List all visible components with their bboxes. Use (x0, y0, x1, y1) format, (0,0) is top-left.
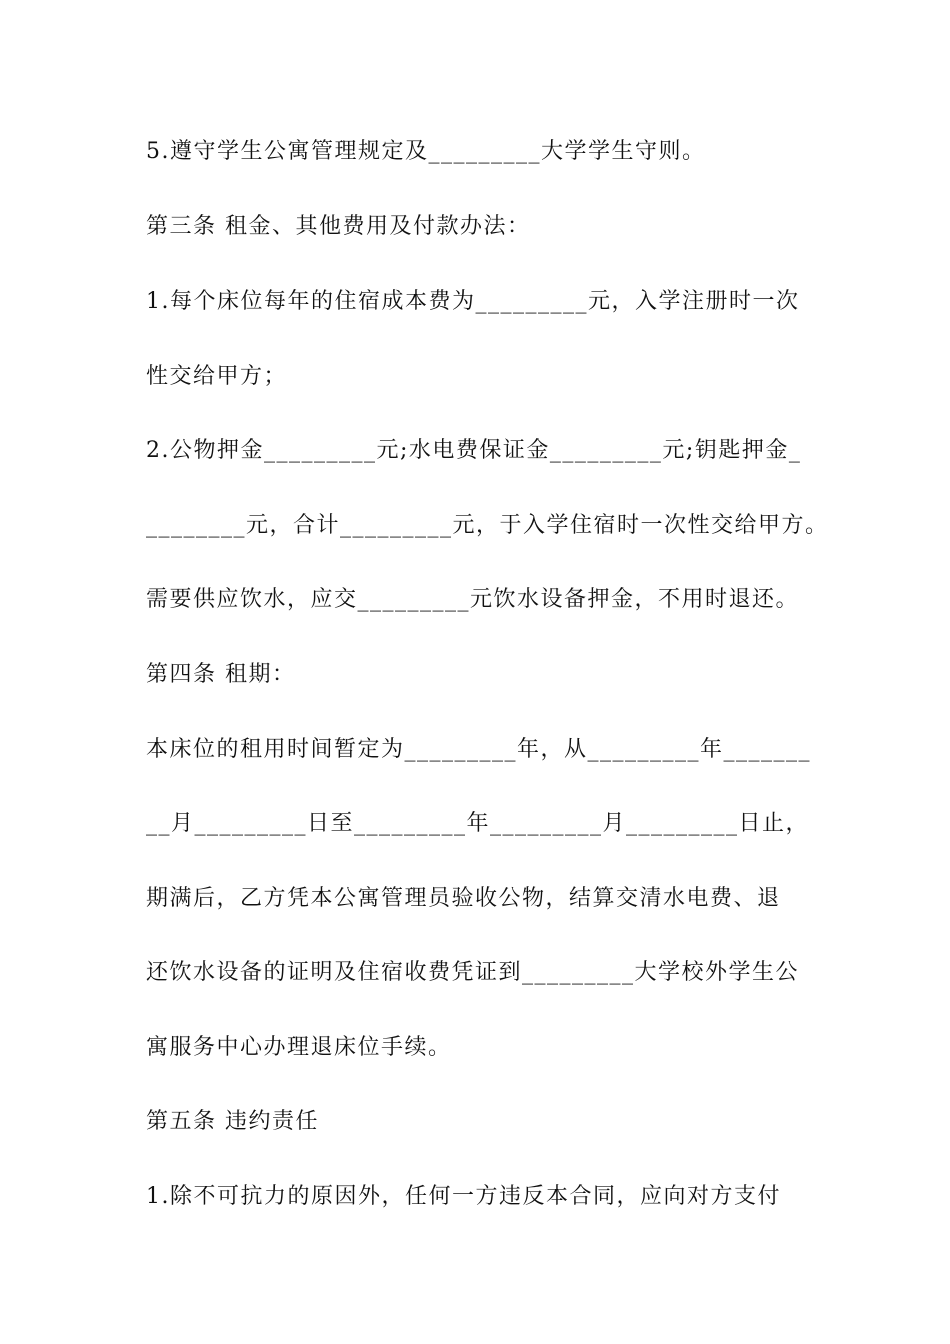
clause-text-line: ________元，合计_________元，于入学住宿时一次性交给甲方。 (146, 513, 829, 538)
clause-text-line: 性交给甲方； (146, 364, 288, 389)
clause-text-line: 期满后，乙方凭本公寓管理员验收公物，结算交清水电费、退 (146, 886, 781, 911)
clause-text-line: 本床位的租用时间暂定为_________年，从_________年_______ (146, 737, 812, 762)
clause-text-line: 5.遵守学生公寓管理规定及_________大学学生守则。 (146, 139, 706, 164)
clause-text-line: 还饮水设备的证明及住宿收费凭证到_________大学校外学生公 (146, 960, 800, 985)
clause-text-line: 1.每个床位每年的住宿成本费为_________元，入学注册时一次 (146, 289, 800, 314)
clause-text-line: 1.除不可抗力的原因外，任何一方违反本合同，应向对方支付 (146, 1184, 781, 1209)
article-5-heading: 第五条 违约责任 (146, 1109, 319, 1134)
clause-text-line: __月_________日至_________年_________月_________日止， (146, 811, 810, 836)
article-4-heading: 第四条 租期： (146, 662, 296, 687)
clause-text-line: 2.公物押金_________元;水电费保证金_________元;钥匙押金_ (146, 438, 802, 463)
clause-text-line: 寓服务中心办理退床位手续。 (146, 1035, 452, 1060)
clause-text-line: 需要供应饮水，应交_________元饮水设备押金，不用时退还。 (146, 587, 800, 612)
article-3-heading: 第三条 租金、其他费用及付款办法： (146, 214, 531, 239)
